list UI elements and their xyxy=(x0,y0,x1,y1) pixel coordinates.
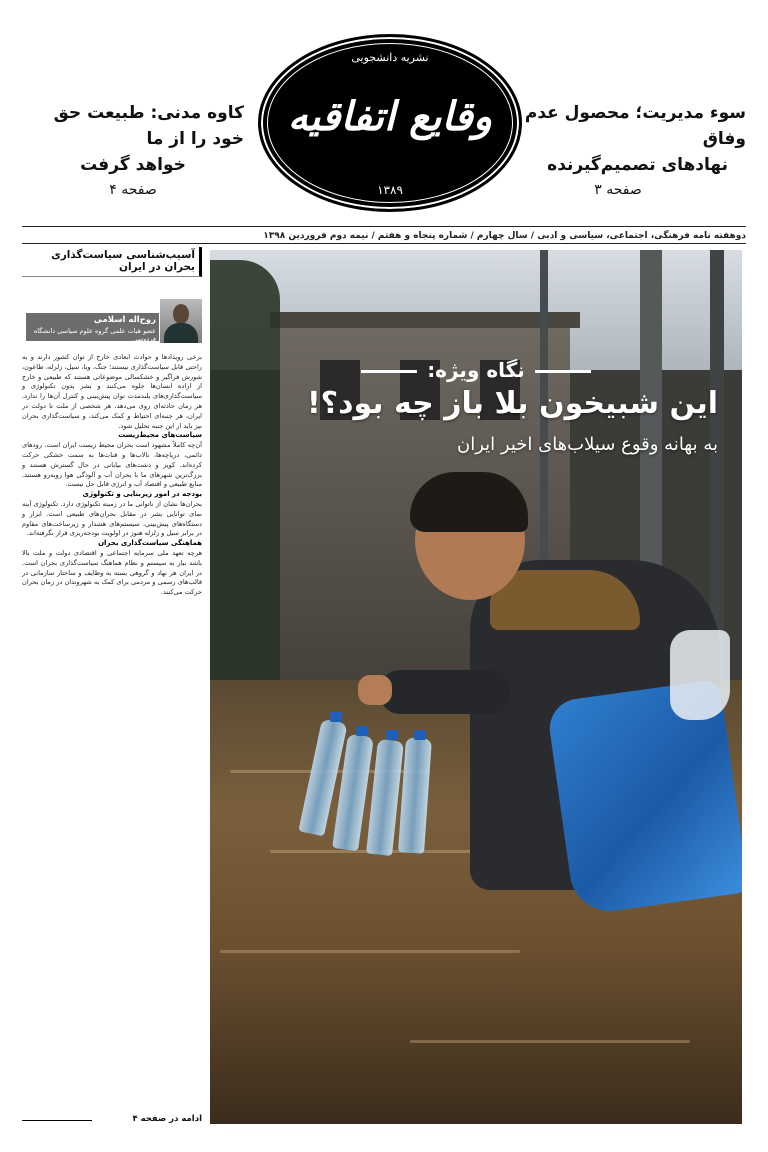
photo-ripple xyxy=(410,1040,690,1043)
photo-bottle-cap xyxy=(386,730,398,740)
logo-name: وقایع اتفاقیه xyxy=(287,93,493,140)
photo-bottle-cap xyxy=(330,712,342,722)
article-title[interactable]: آسیب‌شناسی سیاست‌گذاری بحران در ایران xyxy=(22,247,202,277)
article-paragraph: برخی رویدادها و حوادث ابعادی خارج از توان کشور دارند و به راحتی قابل سیاست‌گذاری نیستند؛ جنگ، وبا، سیل، زلزله، طاعون، شورش فراگیر و خشکسالی موضوعاتی هستند که طبیعی و خارج از اراده انسان‌ها جلوه می‌کنند و بشر بدون تکنولوژی و سیاست‌گذاری‌های بلندمدت توان پیش‌بینی و کنترل آن‌ها را ندارد. هر زمان حادثه‌ای روی می‌دهد، هر شخصی از ملت تا دولت در ایران، هر جنبه‌ای احتیاط و کمک می‌کند، و سیاست‌گذاری بحران نیز باید از این جنبه تحلیل شود. xyxy=(22,353,202,430)
right-masthead-headline[interactable] xyxy=(520,100,746,198)
photo-ripple xyxy=(220,950,520,953)
feature-subtitle: به بهانه وقوع سیلاب‌های اخیر ایران xyxy=(457,434,718,455)
author-avatar xyxy=(160,299,202,343)
photo-bottle-cap xyxy=(356,726,368,736)
article-paragraph: هرچه تعهد ملی سرمایه اجتماعی و اقتصادی دولت و ملت بالا باشد نیاز به سیستم و نظام هماهنگ سیاست‌گذاری بحران است. در ایران هر نهاد و گروهی بسته به وظایف و ساختار سازمانی در قالب‌های رسمی و مردمی برای کمک به شهروندان در زمان بحران حرکت می‌کنند. xyxy=(22,548,202,597)
top-divider xyxy=(22,226,746,227)
avatar-head xyxy=(173,304,189,324)
continued-link[interactable] xyxy=(22,1114,202,1124)
issue-info-line: دوهفته نامه فرهنگی، اجتماعی، سیاسی و ادبی / سال چهارم / شماره پنجاه و هفتم / نیمه دوم فروردین ۱۳۹۸ xyxy=(263,231,746,241)
pretitle-dash xyxy=(535,370,591,373)
continued-text: ادامه در صفحه ۴ xyxy=(132,1114,202,1124)
photo-bottle-cap xyxy=(414,730,426,740)
pretitle-dash xyxy=(361,370,417,373)
avatar-shoulders xyxy=(164,323,198,343)
left-headline-line2: خواهد گرفت xyxy=(80,155,186,175)
author-box xyxy=(22,299,202,343)
right-headline-line1: سوء مدیریت؛ محصول عدم وفاق xyxy=(524,103,746,149)
bottom-divider xyxy=(22,243,746,244)
photo-man-arm xyxy=(380,670,510,714)
article-subheading: هماهنگی سیاست‌گذاری بحران xyxy=(98,539,202,548)
article-paragraph: آن‌چه کاملاً مشهود است بحران محیط زیست ایران است. رودهای دائمی، دریاچه‌ها، تالاب‌ها و قنات‌ها به سمت خشکی حرکت کرده‌اند. کویر و دشت‌های بیابانی در حال گسترش هستند و بزرگ‌ترین شهرهای ما با بحران آب و آلودگی هوا روبه‌رو هستند. منابع طبیعی و اقتصاد آب و انرژی قابل حل نیست. xyxy=(22,441,202,489)
article-column xyxy=(22,247,202,1132)
photo-tree xyxy=(210,260,280,690)
left-headline-line1: کاوه مدنی: طبیعت حق خود را از ما xyxy=(53,103,244,149)
feature-title[interactable]: این شبیخون بلا باز چه بود؟! xyxy=(306,386,718,421)
logo-tagline: نشریه دانشجویی xyxy=(351,51,429,64)
right-headline-page: صفحه ۳ xyxy=(594,182,642,198)
photo-roof xyxy=(270,312,580,328)
article-body xyxy=(22,353,202,598)
continued-rule xyxy=(22,1120,92,1121)
author-strip xyxy=(26,313,159,341)
author-name: روح‌اله اسلامی xyxy=(93,315,156,325)
feature-photo[interactable] xyxy=(210,250,742,1124)
photo-plastic-bag xyxy=(670,630,730,720)
article-subheading: سیاست‌های محیط‌زیست xyxy=(118,431,202,440)
pretitle-text: نگاه ویژه: xyxy=(427,358,525,382)
photo-man-hair xyxy=(410,472,528,532)
left-headline-page: صفحه ۴ xyxy=(109,182,157,198)
photo-man-collar xyxy=(490,570,640,630)
article-paragraph: بحران‌ها نشان از ناتوانی ما در زمینه تکنولوژی دارد. تکنولوژی آینه نمای توانایی بشر در مقابل بحران‌های طبیعی است. ابزار و دستگاه‌های پیش‌بینی، سیستم‌های هشدار و زیرساخت‌های مقاوم در برابر سیل و زلزله هنوز در اولویت بودجه‌ریزی قرار نگرفته‌اند. xyxy=(22,499,202,538)
left-masthead-headline[interactable] xyxy=(22,100,244,198)
right-headline-line2: نهادهای تصمیم‌گیرنده xyxy=(547,155,728,175)
photo-man-hand xyxy=(358,675,392,705)
feature-pretitle xyxy=(210,358,742,382)
author-role: عضو هیات علمی گروه علوم سیاسی دانشگاه فردوسی xyxy=(33,327,156,343)
newspaper-logo[interactable] xyxy=(258,34,522,212)
article-subheading: بودجه در امور زیربنایی و تکنولوژی xyxy=(82,490,202,499)
logo-year: ۱۳۸۹ xyxy=(377,183,403,197)
